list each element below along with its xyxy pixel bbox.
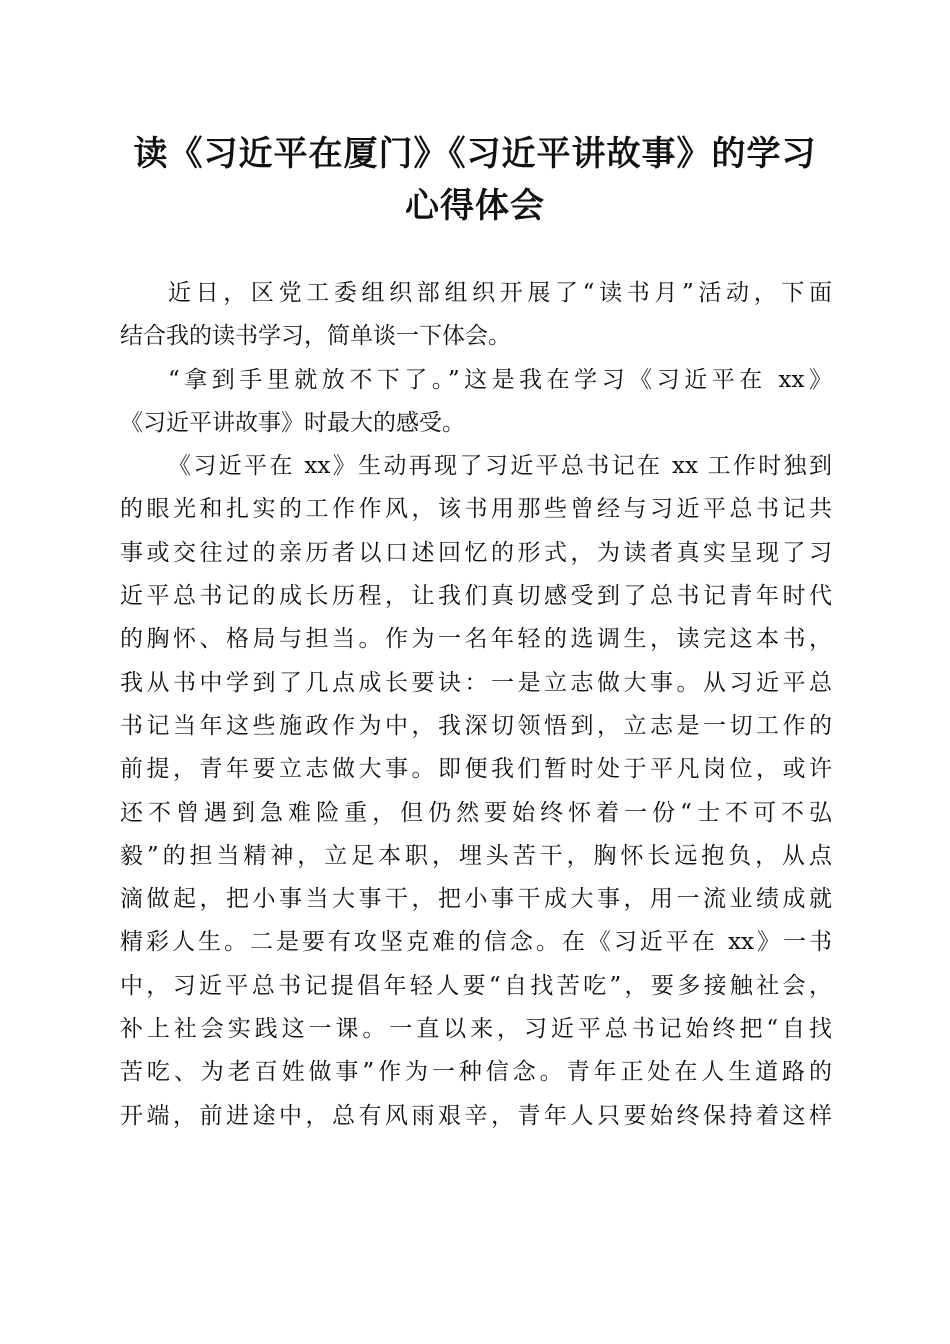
text-line: “拿到手里就放不下了。”这是我在学习《习近平在 xx》 [168, 366, 832, 393]
document-body [120, 272, 832, 1138]
text-line: 近日，区党工委组织部组织开展了“读书月”活动，下面 [168, 280, 832, 306]
text-line: 苦吃、为老百姓做事”作为一种信念。青年正处在人生道路的 [120, 1059, 832, 1086]
text-line: 书记当年这些施政作为中，我深切领悟到，立志是一切工作的 [120, 712, 832, 739]
text-line: 近平总书记的成长历程，让我们真切感受到了总书记青年时代 [120, 583, 832, 610]
text-line: 我从书中学到了几点成长要诀：一是立志做大事。从习近平总 [120, 669, 832, 696]
text-line: 开端，前进途中，总有风雨艰辛，青年人只要始终保持着这样 [120, 1102, 832, 1129]
text-line: 滴做起，把小事当大事干，把小事干成大事，用一流业绩成就 [120, 886, 832, 913]
text-line: 精彩人生。二是要有攻坚克难的信念。在《习近平在 xx》一书 [120, 929, 832, 956]
text-line: 毅”的担当精神，立足本职，埋头苦干，胸怀长远抱负，从点 [120, 842, 832, 869]
paragraph-main [120, 445, 832, 1138]
text-line: 结合我的读书学习，简单谈一下体会。 [120, 323, 511, 350]
paragraph-feeling [120, 359, 832, 446]
text-line: 《习近平在 xx》生动再现了习近平总书记在 xx 工作时独到 [168, 453, 832, 480]
text-line: 中，习近平总书记提倡年轻人要“自找苦吃”，要多接触社会， [120, 972, 832, 999]
text-line: 还不曾遇到急难险重，但仍然要始终怀着一份“士不可不弘 [120, 799, 832, 826]
title-line: 读《习近平在厦门》《习近平讲故事》的学习 [133, 134, 817, 174]
text-line: 补上社会实践这一课。一直以来，习近平总书记始终把“自找 [120, 1016, 832, 1043]
document-title [110, 128, 840, 232]
title-line: 心得体会 [405, 186, 545, 226]
text-line: 的胸怀、格局与担当。作为一名年轻的选调生，读完这本书， [120, 626, 832, 653]
paragraph-intro [120, 272, 832, 359]
text-line: 《习近平讲故事》时最大的感受。 [120, 409, 465, 436]
text-line: 事或交往过的亲历者以口述回忆的形式，为读者真实呈现了习 [120, 539, 832, 566]
text-line: 前提，青年要立志做大事。即便我们暂时处于平凡岗位，或许 [120, 756, 832, 783]
text-line: 的眼光和扎实的工作作风，该书用那些曾经与习近平总书记共 [120, 496, 832, 523]
